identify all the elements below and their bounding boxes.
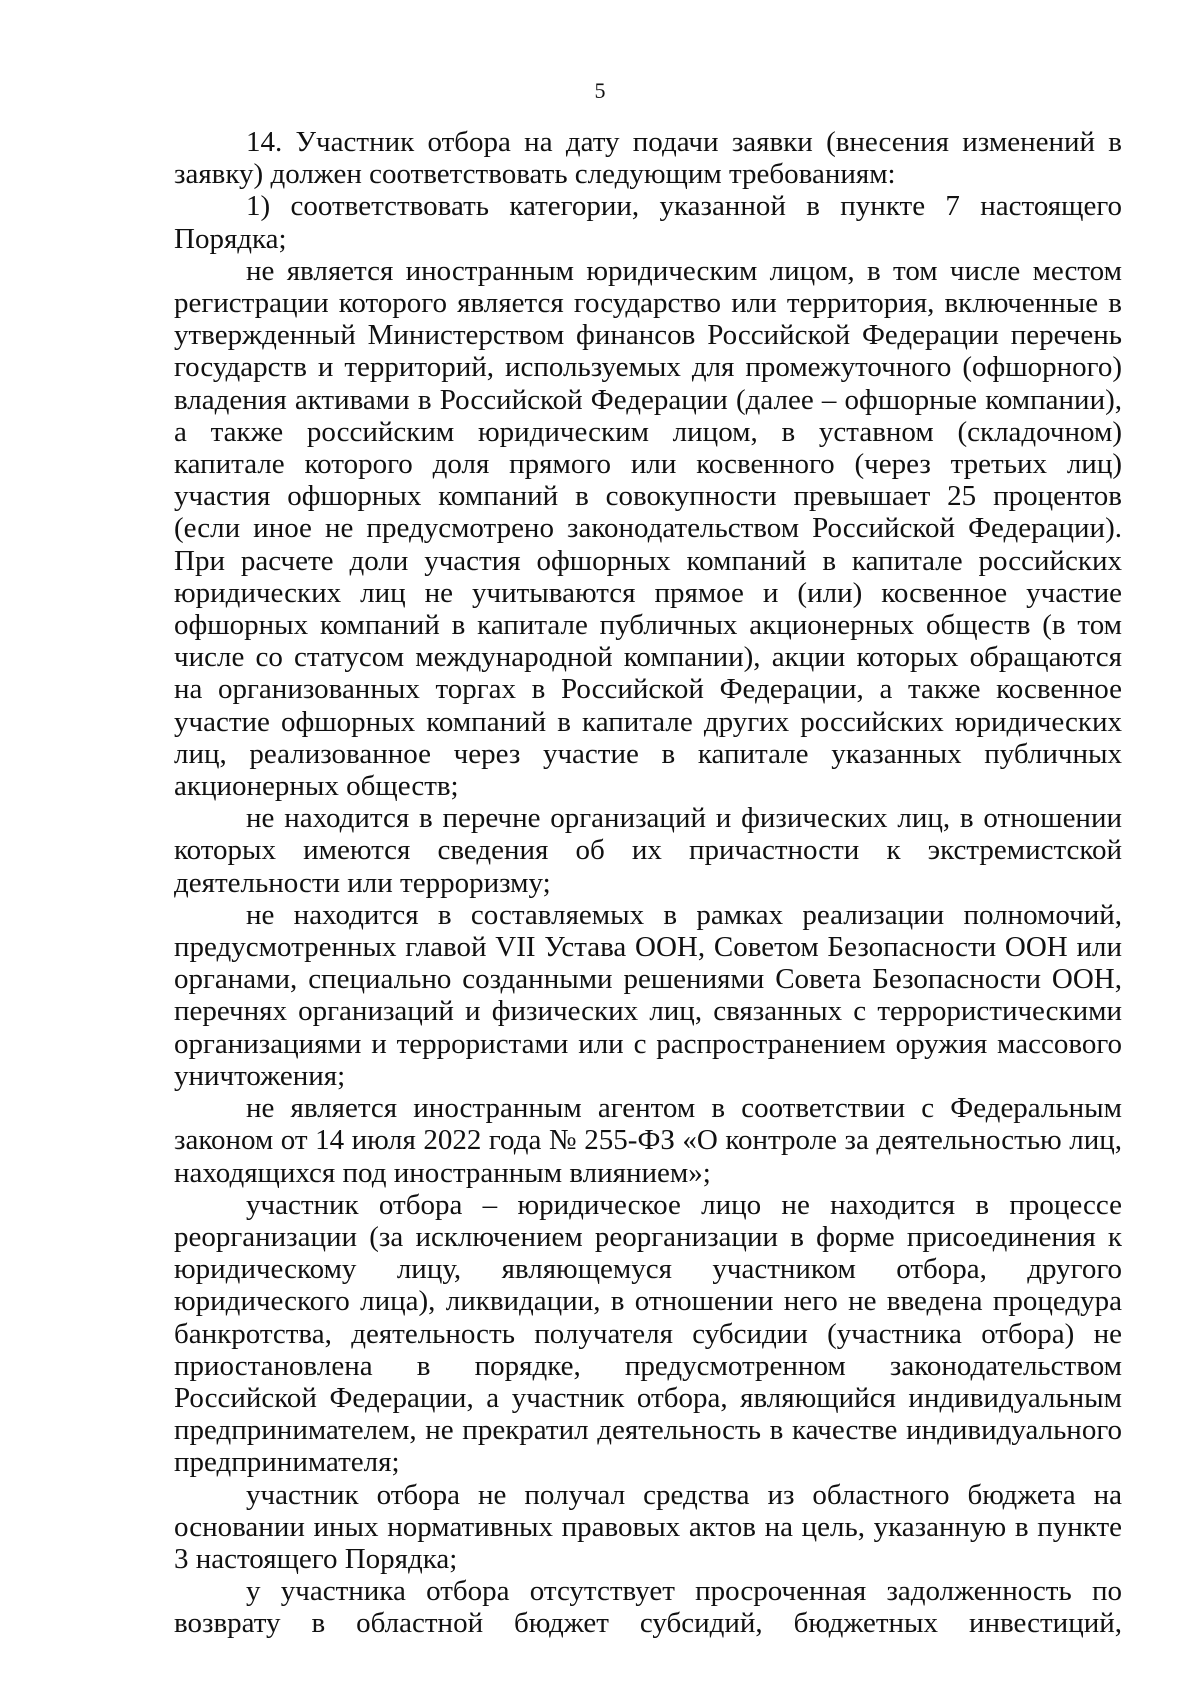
paragraph-foreign-agent: не является иностранным агентом в соответствии с Федеральным законом от 14 июля 2022 года № 255-ФЗ «О контроле за деятельностью лиц, находящихся под иностранным влиянием»; bbox=[174, 1092, 1122, 1189]
paragraph-offshore: не является иностранным юридическим лицом, в том числе местом регистрации которого является государство или территория, включенные в утвержденный Министерством финансов Российской Федерации перечень государств и территорий, используемых для промежуточного (офшорного) владения активами в Российской Федерации (далее – офшорные компании), а также российским юридическим лицом, в уставном (складочном) капитале которого доля прямого или косвенного (через третьих лиц) участия офшорных компаний в совокупности превышает 25 процентов (если иное не предусмотрено законодательством Российской Федерации). При расчете доли участия офшорных компаний в капитале российских юридических лиц не учитываются прямое и (или) косвенное участие офшорных компаний в капитале публичных акционерных обществ (в том числе со статусом международной компании), акции которых обращаются на организованных торгах в Российской Федерации, а также косвенное участие офшорных компаний в капитале других российских юридических лиц, реализованное через участие в капитале указанных публичных акционерных обществ; bbox=[174, 254, 1122, 803]
paragraph-requirements-intro: 14. Участник отбора на дату подачи заявки (внесения изменений в заявку) должен соответствовать следующим требованиям: bbox=[174, 126, 1122, 191]
document-body bbox=[174, 126, 1122, 1640]
page-number: 5 bbox=[594, 78, 606, 103]
paragraph-un-lists: не находится в составляемых в рамках реализации полномочий, предусмотренных главой VII Устава ООН, Советом Безопасности ООН или органами, специально созданными решениями Совета Безопасности ООН, перечнях организаций и физических лиц, связанных с террористическими организациями и террористами или с распространением оружия массового уничтожения; bbox=[174, 898, 1122, 1092]
paragraph-reorganization: участник отбора – юридическое лицо не находится в процессе реорганизации (за исключением реорганизации в форме присоединения к юридическому лицу, являющемуся участником отбора, другого юридического лица), ликвидации, в отношении него не введена процедура банкротства, деятельность получателя субсидии (участника отбора) не приостановлена в порядке, предусмотренном законодательством Российской Федерации, а участник отбора, являющийся индивидуальным предпринимателем, не прекратил деятельность в качестве индивидуального предпринимателя; bbox=[174, 1188, 1122, 1479]
paragraph-no-other-funds: участник отбора не получал средства из областного бюджета на основании иных нормативных правовых актов на цель, указанную в пункте 3 настоящего Порядка; bbox=[174, 1478, 1122, 1575]
paragraph-no-overdue-debt: у участника отбора отсутствует просроченная задолженность по возврату в областной бюджет субсидий, бюджетных инвестиций, bbox=[174, 1575, 1122, 1640]
paragraph-category: 1) соответствовать категории, указанной в пункте 7 настоящего Порядка; bbox=[174, 190, 1122, 255]
paragraph-extremism-list: не находится в перечне организаций и физических лиц, в отношении которых имеются сведения об их причастности к экстремистской деятельности или терроризму; bbox=[174, 802, 1122, 899]
